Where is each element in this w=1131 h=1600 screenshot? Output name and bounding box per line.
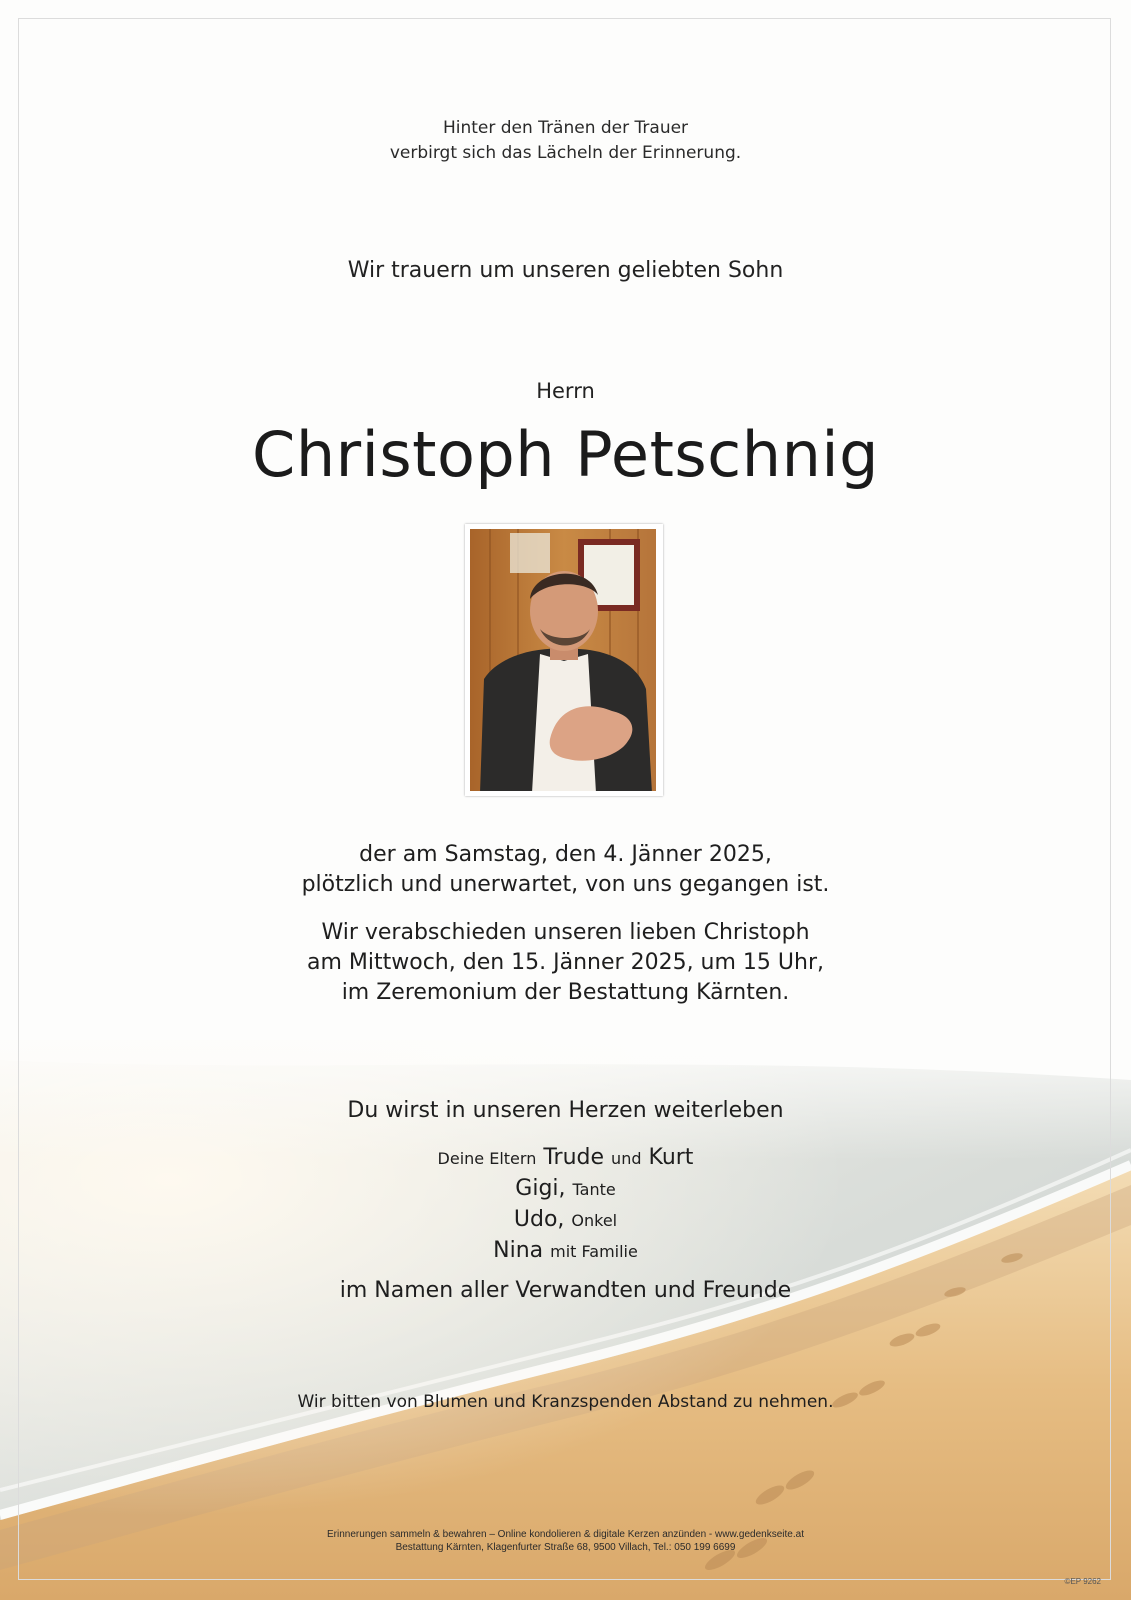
farewell-notice bbox=[0, 918, 1131, 1008]
family-member-1 bbox=[0, 1174, 1131, 1205]
portrait-image bbox=[469, 528, 657, 792]
member-1-name: Gigi, bbox=[515, 1176, 566, 1201]
family-member-2 bbox=[0, 1205, 1131, 1236]
parent-2: Kurt bbox=[648, 1145, 694, 1170]
member-3-role: mit Familie bbox=[550, 1242, 638, 1261]
farewell-line-3: im Zeremonium der Bestattung Kärnten. bbox=[341, 980, 790, 1005]
deceased-name: Christoph Petschnig bbox=[252, 418, 879, 491]
member-2-role: Onkel bbox=[571, 1211, 618, 1230]
portrait-photo bbox=[465, 524, 663, 796]
motto bbox=[0, 116, 1131, 166]
family-list bbox=[0, 1143, 1131, 1267]
family-member-3 bbox=[0, 1236, 1131, 1267]
member-3-name: Nina bbox=[493, 1238, 544, 1263]
names-all-line: im Namen aller Verwandten und Freunde bbox=[339, 1278, 792, 1303]
death-line-1: der am Samstag, den 4. Jänner 2025, bbox=[359, 842, 772, 867]
death-notice bbox=[0, 840, 1131, 900]
footer bbox=[0, 1528, 1131, 1554]
farewell-line-1: Wir verabschieden unseren lieben Christoph bbox=[321, 920, 810, 945]
member-2-name: Udo, bbox=[513, 1207, 565, 1232]
flowers-note: Wir bitten von Blumen und Kranzspenden Abstand zu nehmen. bbox=[297, 1392, 834, 1412]
parents-prefix: Deine Eltern bbox=[437, 1149, 537, 1168]
motto-line-2: verbirgt sich das Lächeln der Erinnerung. bbox=[389, 143, 742, 163]
parents-and: und bbox=[611, 1149, 642, 1168]
family-parents bbox=[0, 1143, 1131, 1174]
footer-line-2: Bestattung Kärnten, Klagenfurter Straße 68, 9500 Villach, Tel.: 050 199 6699 bbox=[395, 1542, 736, 1553]
farewell-line-2: am Mittwoch, den 15. Jänner 2025, um 15 Uhr, bbox=[307, 950, 824, 975]
parent-1: Trude bbox=[543, 1145, 605, 1170]
member-1-role: Tante bbox=[572, 1180, 616, 1199]
motto-line-1: Hinter den Tränen der Trauer bbox=[442, 118, 689, 138]
intro-line: Wir trauern um unseren geliebten Sohn bbox=[347, 258, 784, 283]
footer-line-1: Erinnerungen sammeln & bewahren – Online kondolieren & digitale Kerzen anzünden - www.gedenkseite.at bbox=[327, 1529, 804, 1540]
heart-line: Du wirst in unseren Herzen weiterleben bbox=[347, 1098, 784, 1123]
print-code: ©EP 9262 bbox=[1064, 1577, 1101, 1586]
salutation: Herrn bbox=[536, 379, 595, 403]
death-line-2: plötzlich und unerwartet, von uns gegangen ist. bbox=[301, 872, 830, 897]
